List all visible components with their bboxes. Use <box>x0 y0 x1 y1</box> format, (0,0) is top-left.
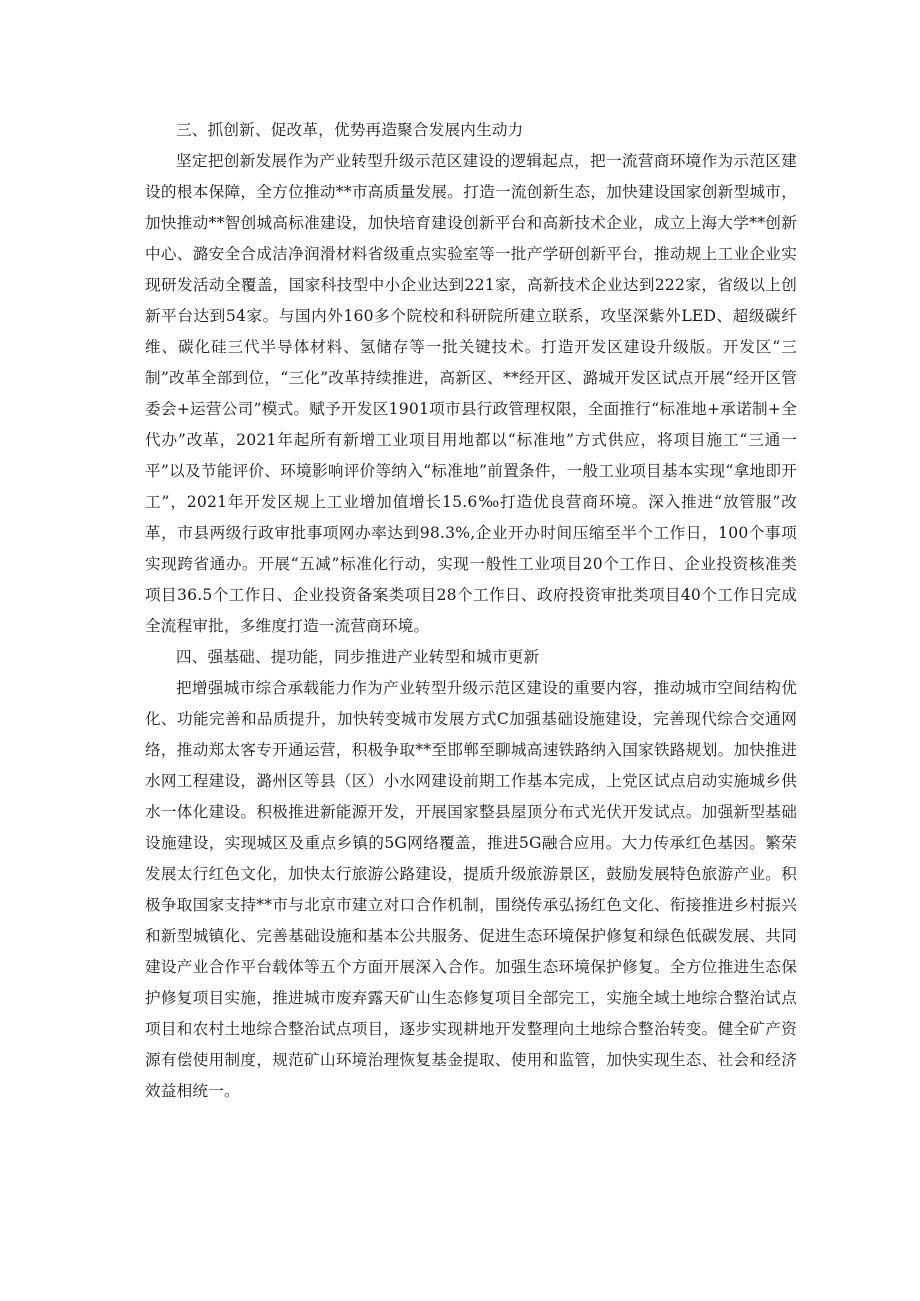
section-paragraph-3: 坚定把创新发展作为产业转型升级示范区建设的逻辑起点，把一流营商环境作为示范区建设的根本保障，全方位推动**市高质量发展。打造一流创新生态，加快建设国家创新型城市，加快推动**智创城高标准建设，加快培育建设创新平台和高新技术企业，成立上海大学**创新中心、潞安全合成洁净润滑材料省级重点实验室等一批产学研创新平台，推动规上工业企业实现研发活动全覆盖，国家科技型中小企业达到221家，高新技术企业达到222家，省级以上创新平台达到54家。与国内外160多个院校和科研院所建立联系，攻坚深紫外LED、超级碳纤维、碳化硅三代半导体材料、氢储存等一批关键技术。打造开发区建设升级版。开发区“三制”改革全部到位，“三化”改革持续推进，高新区、**经开区、潞城开发区试点开展“经开区管委会+运营公司”模式。赋予开发区1901项市县行政管理权限，全面推行“标准地+承诺制+全代办”改革，2021年起所有新增工业项目用地都以“标准地”方式供应，将项目施工“三通一平”以及节能评价、环境影响评价等纳入“标准地”前置条件，一般工业项目基本实现“拿地即开工”，2021年开发区规上工业增加值增长15.6‰打造优良营商环境。深入推进“放管服”改革，市县两级行政审批事项网办率达到98.3%,企业开办时间压缩至半个工作日，100个事项实现跨省通办。开展“五减”标准化行动，实现一般性工业项目20个工作日、企业投资核准类项目36.5个工作日、企业投资备案类项目28个工作日、政府投资审批类项目40个工作日完成全流程审批，多维度打造一流营商环境。 <box>145 152 797 635</box>
document-body <box>145 115 797 1107</box>
section-paragraph-4: 把增强城市综合承载能力作为产业转型升级示范区建设的重要内容，推动城市空间结构优化、功能完善和品质提升，加快转变城市发展方式C加强基础设施建设，完善现代综合交通网络，推动郑太客专开通运营，积极争取**至邯郸至聊城高速铁路纳入国家铁路规划。加快推进水网工程建设，潞州区等县（区）小水网建设前期工作基本完成，上党区试点启动实施城乡供水一体化建设。积极推进新能源开发，开展国家整县屋顶分布式光伏开发试点。加强新型基础设施建设，实现城区及重点乡镇的5G网络覆盖，推进5G融合应用。大力传承红色基因。繁荣发展太行红色文化，加快太行旅游公路建设，提质升级旅游景区，鼓励发展特色旅游产业。积极争取国家支持**市与北京市建立对口合作机制，围绕传承弘扬红色文化、衔接推进乡村振兴和新型城镇化、完善基础设施和基本公共服务、促进生态环境保护修复和绿色低碳发展、共同建设产业合作平台载体等五个方面开展深入合作。加强生态环境保护修复。全方位推进生态保护修复项目实施，推进城市废弃露天矿山生态修复项目全部完工，实施全域土地综合整治试点项目和农村土地综合整治试点项目，逐步实现耕地开发整理向土地综合整治转变。健全矿产资源有偿使用制度，规范矿山环境治理恢复基金提取、使用和监管，加快实现生态、社会和经济效益相统一。 <box>145 679 797 1100</box>
section-heading-4: 四、强基础、提功能，同步推进产业转型和城市更新 <box>176 648 540 666</box>
section-heading-3: 三、抓创新、促改革，优势再造聚合发展内生动力 <box>176 121 524 139</box>
